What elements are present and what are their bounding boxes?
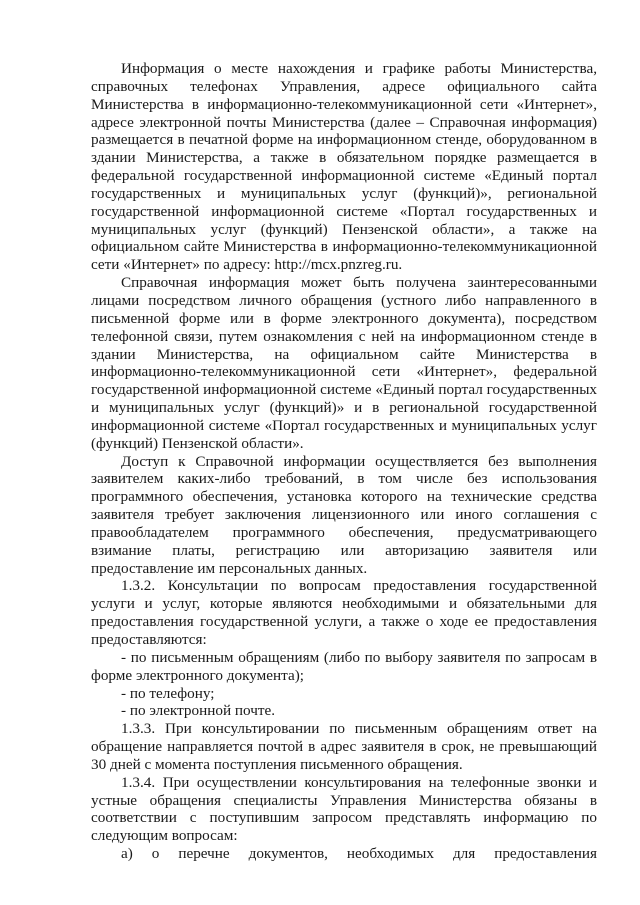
- list-item-phone: - по телефону;: [121, 684, 215, 702]
- list-item-email: - по электронной почте.: [121, 702, 276, 720]
- list-item-written-requests: - по письменным обращениям (либо по выбору заявителя по запросам в форме электронного документа);: [91, 648, 597, 684]
- paragraph-reference-info-free-access: Доступ к Справочной информации осуществляется без выполнения заявителем каких-либо требований, в том числе без использования программного обеспечения, установка которого на технические средства заявителя требует заключения лицензионного или иного соглашения с правообладателем программного обеспечения, предусматривающего взимание платы, регистрацию или авторизацию заявителя или предоставление им персональных данных.: [91, 452, 597, 577]
- document-page: [91, 60, 597, 863]
- paragraph-1-3-3-written-consulting: 1.3.3. При консультировании по письменным обращениям ответ на обращение направляется почтой в адрес заявителя в срок, не превышающий 30 дней с момента поступления письменного обращения.: [91, 720, 597, 773]
- paragraph-reference-info-location: Информация о месте нахождения и графике работы Министерства, справочных телефонах Управления, адресе официального сайта Министерства в информационно-телекоммуникационной сети «Интернет», адресе электронной почты Министерства (далее – Справочная информация) размещается в печатной форме на информационном стенде, оборудованном в здании Министерства, а также в обязательном порядке размещается в федеральной государственной информационной системе «Единый портал государственных и муниципальных услуг (функций)», региональной государственной информационной системе «Портал государственных и муниципальных услуг (функций) Пензенской области», а также на официальном сайте Министерства в информационно-телекоммуникационной сети «Интернет» по адресу: http://mcx.pnzreg.ru.: [91, 60, 597, 274]
- paragraph-reference-info-access-ways: Справочная информация может быть получена заинтересованными лицами посредством личного обращения (устного либо направленного в письменной форме или в форме электронного документа), посредством телефонной связи, путем ознакомления с ней на информационном стенде в здании Министерства, на официальном сайте Министерства в информационно-телекоммуникационной сети «Интернет», федеральной государственной информационной системе «Единый портал государственных и муниципальных услуг (функций)» и в региональной государственной информационной системе «Портал государственных и муниципальных услуг (функций) Пензенской области».: [91, 274, 597, 452]
- paragraph-item-a-documents-list: а) о перечне документов, необходимых для предоставления: [121, 845, 597, 863]
- paragraph-1-3-4-phone-consulting: 1.3.4. При осуществлении консультирования на телефонные звонки и устные обращения специалисты Управления Министерства обязаны в соответствии с поступившим запросом представлять информацию по следующим вопросам:: [91, 773, 597, 845]
- paragraph-1-3-2-consultations: 1.3.2. Консультации по вопросам предоставления государственной услуги и услуг, которые являются необходимыми и обязательными для предоставления государственной услуги, а также о ходе ее предоставления предоставляются:: [91, 577, 597, 648]
